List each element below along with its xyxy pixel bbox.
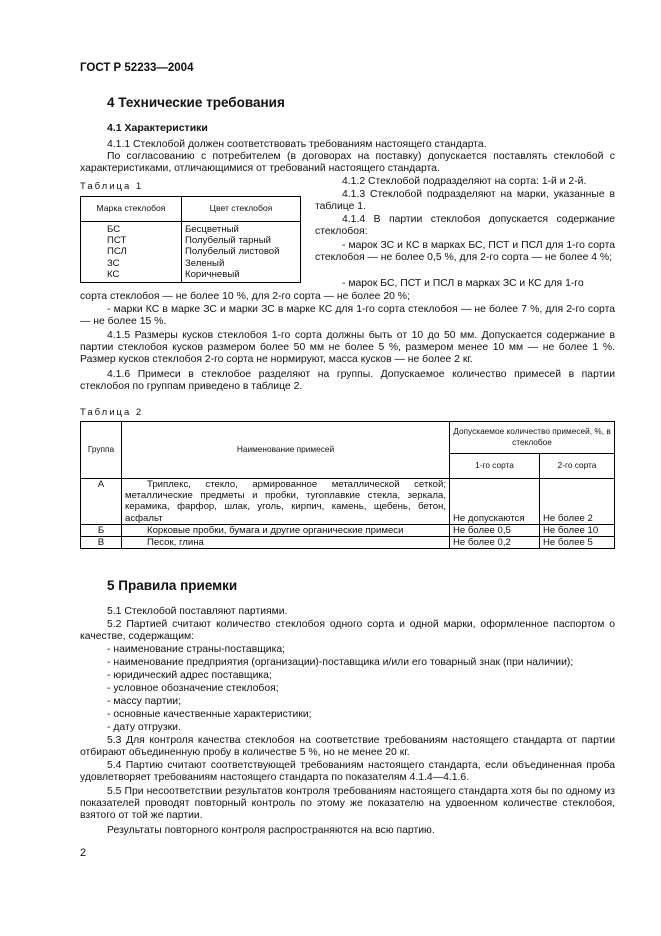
table-1-mark: БС — [81, 222, 182, 236]
para-4-1-5: 4.1.5 Размеры кусков стеклобоя 1-го сорта должны быть от 10 до 50 мм. Допускается содержание в партии стеклобоя кусков размером более 50 мм не более 5 %, размером менее 10 мм — не более 1 %. Размер кусков стеклобоя 2-го сорта не нормируют, масса кусков — не более 2 кг. — [80, 330, 615, 366]
table-2-caption: Таблица 2 — [80, 407, 144, 418]
passport-item: - основные качественные характеристики; — [107, 709, 312, 720]
para-5-5: 5.5 При несоответствии результатов контроля требованиям настоящего стандарта хотя бы по одному из показателей проводят повторный контроль по этому же показателю на удвоенном количестве стеклобоя, взятого от той же партии. — [80, 786, 615, 822]
table-2-sort1: Не более 0,5 — [450, 524, 540, 536]
section-4-title: 4 Технические требования — [107, 95, 285, 110]
table-1-color: Бесцветный — [182, 222, 301, 236]
passport-item: - массу партии; — [107, 696, 181, 707]
bullet-4-1-4-2-cont: сорта стеклобоя — не более 10 %, для 2-го сорта — не более 20 %; — [80, 291, 410, 302]
table-1-mark: ПСТ — [81, 235, 182, 246]
para-4-1-1-b: По согласованию с потребителем (в договорах на поставку) допускается поставлять стеклобой с характеристиками, отличающимися от требований настоящего стандарта. — [80, 151, 615, 175]
para-5-3: 5.3 Для контроля качества стеклобоя на соответствие требованиям настоящего стандарта от партии отбирают объединенную пробу в количестве 5 %, но не менее 20 кг. — [80, 735, 615, 759]
table-2-header-group: Группа — [81, 422, 122, 479]
table-1-mark: ПСЛ — [81, 246, 182, 257]
page-number: 2 — [80, 847, 87, 859]
table-1-mark: КС — [81, 269, 182, 283]
table-2-sort2: Не более 10 — [540, 524, 615, 536]
table-2-name: Триплекс, стекло, армированное металлической сеткой; металлические предметы и пробки, тугоплавкие стекла, зеркала, керамика, фарфор, шлак, уголь, кирпич, камень, щебень, бетон, асфальт — [122, 479, 450, 525]
table-1-caption: Таблица 1 — [80, 181, 144, 192]
table-2-sort1: Не допускаются — [450, 479, 540, 525]
subsection-4-1-title: 4.1 Характеристики — [107, 122, 208, 134]
bullet-4-1-4-2: - марок БС, ПСТ и ПСЛ в марках ЗС и КС для 1-го — [342, 278, 584, 289]
passport-item: - наименование предприятия (организации)-поставщика и/или его товарный знак (при наличии); — [107, 657, 574, 668]
table-2-header-sort1: 1-го сорта — [450, 453, 540, 478]
passport-item: - наименование страны-поставщика; — [107, 644, 286, 655]
passport-item: - юридический адрес поставщика; — [107, 670, 272, 681]
table-1-color: Зеленый — [182, 258, 301, 269]
para-4-1-4: 4.1.4 В партии стеклобоя допускается содержание стеклобоя: — [315, 214, 615, 238]
para-4-1-2: 4.1.2 Стеклобой подразделяют на сорта: 1-й и 2-й. — [342, 176, 587, 187]
table-1-color: Полубелый листовой — [182, 246, 301, 257]
table-2-name: Корковые пробки, бумага и другие органические примеси — [122, 524, 450, 536]
table-1-color: Полубелый тарный — [182, 235, 301, 246]
passport-item: - условное обозначение стеклобоя; — [107, 683, 279, 694]
table-1-color: Коричневый — [182, 269, 301, 283]
section-5-title: 5 Правила приемки — [107, 578, 238, 593]
para-5-1: 5.1 Стеклобой поставляют партиями. — [107, 606, 288, 617]
para-4-1-6: 4.1.6 Примеси в стеклобое разделяют на группы. Допускаемое количество примесей в партии стеклобоя по группам приведено в таблице 2. — [80, 369, 615, 393]
passport-item: - дату отгрузки. — [107, 722, 181, 733]
table-2 — [80, 421, 615, 549]
table-2-sort2: Не более 5 — [540, 537, 615, 549]
document-header: ГОСТ Р 52233—2004 — [80, 62, 194, 74]
table-2-sort1: Не более 0,2 — [450, 537, 540, 549]
table-1 — [80, 196, 301, 283]
para-5-2: 5.2 Партией считают количество стеклобоя одного сорта и одной марки, оформленное паспортом о качестве, содержащим: — [80, 619, 615, 643]
para-4-1-3: 4.1.3 Стеклобой подразделяют на марки, указанные в таблице 1. — [315, 189, 615, 213]
table-2-sort2: Не более 2 — [540, 479, 615, 525]
table-2-header-name: Наименование примесей — [122, 422, 450, 479]
table-2-group: В — [81, 537, 122, 549]
table-2-header-sort2: 2-го сорта — [540, 453, 615, 478]
table-1-header-color: Цвет стеклобоя — [182, 197, 301, 222]
para-4-1-1: 4.1.1 Стеклобой должен соответствовать требованиям настоящего стандарта. — [107, 139, 487, 150]
table-2-group: Б — [81, 524, 122, 536]
table-2-name: Песок, глина — [122, 537, 450, 549]
table-2-group: А — [81, 479, 122, 525]
bullet-4-1-4-1: - марок ЗС и КС в марках БС, ПСТ и ПСЛ для 1-го сорта стеклобоя — не более 0,5 %, для 2-го сорта — не более 4 %; — [315, 240, 615, 264]
table-2-header-allowed: Допускаемое количество примесей, %, в стеклобое — [450, 422, 615, 454]
para-5-4: 5.4 Партию считают соответствующей требованиям настоящего стандарта, если объединенная проба удовлетворяет требованиям настоящего стандарта по показателям 4.1.4—4.1.6. — [80, 760, 615, 784]
table-1-header-mark: Марка стеклобоя — [81, 197, 182, 222]
bullet-4-1-4-3: - марки КС в марке ЗС и марки ЗС в марке КС для 1-го сорта стеклобоя — не более 7 %, для 2-го сорта — не более 15 %. — [80, 304, 615, 328]
para-5-5-b: Результаты повторного контроля распространяются на всю партию. — [107, 825, 435, 836]
table-1-mark: ЗС — [81, 258, 182, 269]
